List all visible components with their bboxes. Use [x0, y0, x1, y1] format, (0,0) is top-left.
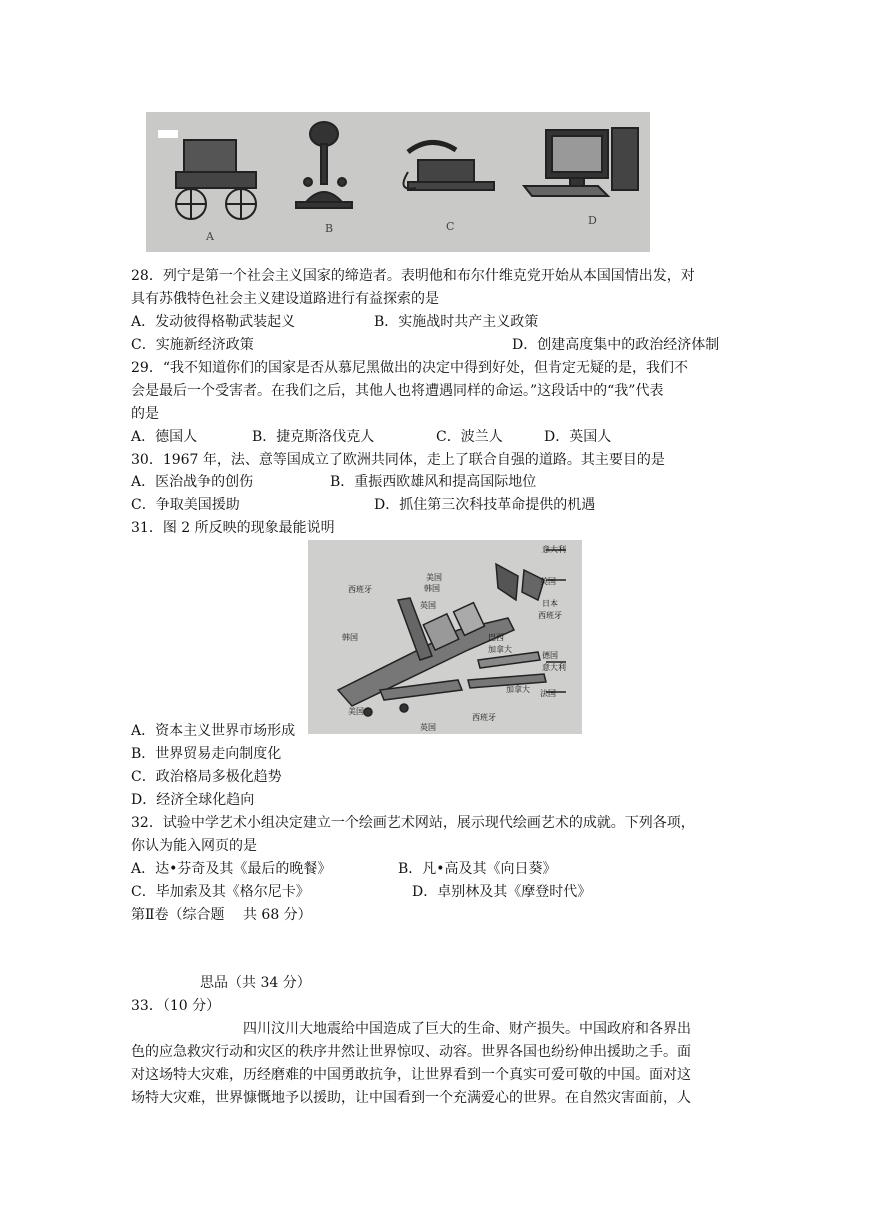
fig2-label: 加拿大 [506, 685, 530, 694]
fig2-label: 美国 [348, 707, 364, 716]
fig2-label: 英国 [420, 723, 436, 732]
q29-option-c: C．波兰人 [436, 429, 503, 445]
airplane-image [338, 550, 566, 716]
q29-stem-line3: 的是 [131, 406, 159, 422]
fig2-label: 韩国 [424, 584, 440, 593]
part2-heading: 第Ⅱ卷（综合题 共 68 分） [131, 907, 312, 923]
fig2-label: 加拿大 [488, 645, 512, 654]
figure-label-d: D [588, 214, 597, 227]
q31-option-a: A．资本主义世界市场形成 [131, 723, 296, 739]
q28-option-c: C．实施新经济政策 [131, 337, 254, 353]
q29-option-a: A．德国人 [131, 429, 198, 445]
q28-option-b: B．实施战时共产主义政策 [374, 314, 539, 330]
fig2-label: 法国 [540, 689, 556, 698]
q31-option-b: B．世界贸易走向制度化 [131, 746, 282, 762]
candlestick-phone-image [296, 122, 352, 208]
figure-label-b: B [325, 222, 334, 235]
q32-stem-line1: 32．试验中学艺术小组决定建立一个绘画艺术网站，展示现代绘画艺术的成就。下列各项， [131, 815, 695, 831]
q33-paragraph-line2: 色的应急救灾行动和灾区的秩序井然让世界惊叹、动容。世界各国也纷纷伸出援助之手。面 [131, 1044, 691, 1060]
q33-paragraph-line1: 四川汶川大地震给中国造成了巨大的生命、财产损失。中国政府和各界出 [243, 1021, 691, 1037]
fig2-label: 西班牙 [472, 713, 496, 722]
q28-option-d: D．创建高度集中的政治经济体制 [512, 337, 720, 353]
q30-option-b: B．重振西欧雄风和提高国际地位 [330, 474, 537, 490]
fig2-label: 英国 [540, 577, 556, 586]
q31-option-c: C．政治格局多极化趋势 [131, 769, 282, 785]
q28-option-a: A．发动彼得格勒武装起义 [131, 314, 296, 330]
fig2-label: 巴西 [488, 633, 504, 642]
q32-option-a: A．达•芬奇及其《最后的晚餐》 [131, 861, 332, 877]
q32-stem-line2: 你认为能入网页的是 [131, 838, 257, 854]
q28-stem-line2: 具有苏俄特色社会主义建设道路进行有益探索的是 [131, 291, 439, 307]
q29-stem-line2: 会是最后一个受害者。在我们之后，其他人也将遭遇同样的命运。”这段话中的“我”代表 [131, 383, 664, 399]
figure-label-a: A [206, 230, 214, 243]
fig2-label: 西班牙 [538, 611, 562, 620]
q29-option-b: B．捷克斯洛伐克人 [252, 429, 375, 445]
fig2-label: 西班牙 [348, 585, 372, 594]
fig2-label: 日本 [542, 599, 558, 608]
fig2-label: 英国 [420, 601, 436, 610]
q33-title: 33．（10 分） [131, 998, 221, 1014]
desktop-computer-image [524, 128, 638, 196]
section-heading: 思品（共 34 分） [200, 975, 311, 991]
fig2-label: 意大利 [542, 545, 566, 554]
q28-stem-line1: 28．列宁是第一个社会主义国家的缔造者。表明他和布尔什维克党开始从本国国情出发，对 [131, 268, 695, 284]
q32-option-d: D．卓别林及其《摩登时代》 [412, 884, 592, 900]
figure-label-c: C [446, 220, 455, 233]
q30-stem-line1: 30．1967 年，法、意等国成立了欧洲共同体，走上了联合自强的道路。其主要目的是 [131, 452, 665, 468]
q31-option-d: D．经济全球化趋向 [131, 792, 255, 808]
q33-paragraph-line4: 场特大灾难，世界慷慨地予以援助，让中国看到一个充满爱心的世界。在自然灾害面前，人 [131, 1090, 691, 1106]
q33-paragraph-line3: 对这场特大灾难，历经磨难的中国勇敢抗争，让世界看到一个真实可爱可敬的中国。面对这 [131, 1067, 691, 1083]
q32-option-c: C．毕加索及其《格尔尼卡》 [131, 884, 310, 900]
fig2-label: 美国 [426, 573, 442, 582]
q29-stem-line1: 29．“我不知道你们的国家是否从慕尼黑做出的决定中得到好处，但肯定无疑的是，我们不 [131, 360, 688, 376]
q29-option-d: D．英国人 [544, 429, 612, 445]
fig2-label: 德国 [542, 651, 558, 660]
q30-option-a: A．医治战争的创伤 [131, 474, 254, 490]
q30-option-c: C．争取美国援助 [131, 497, 240, 513]
fig2-label: 韩国 [342, 633, 358, 642]
q30-option-d: D．抓住第三次科技革命提供的机遇 [374, 497, 596, 513]
early-car-image [158, 130, 256, 219]
fig2-label: 意大利 [542, 663, 566, 672]
q32-option-b: B．凡•高及其《向日葵》 [398, 861, 557, 877]
desk-phone-image [404, 142, 495, 190]
figure-airplane-parts [308, 540, 582, 734]
q31-stem-line1: 31．图 2 所反映的现象最能说明 [131, 520, 335, 536]
figure-inventions [146, 112, 650, 252]
